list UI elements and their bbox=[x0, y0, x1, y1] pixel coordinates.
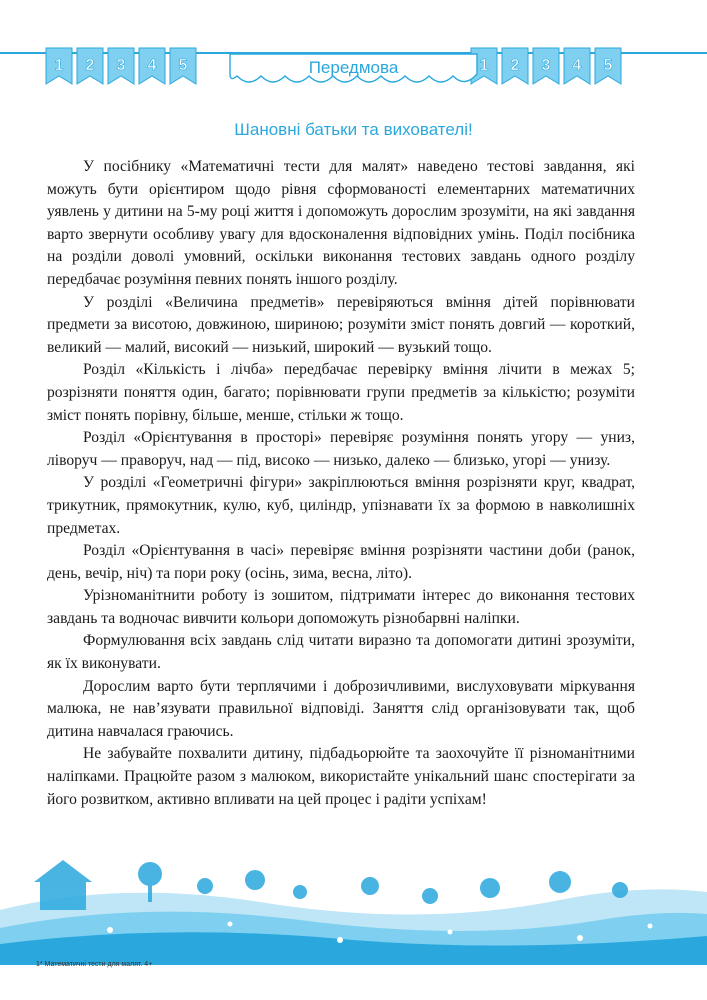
pennant-flag bbox=[532, 46, 560, 86]
paragraph-patience: Дорослим варто бути терплячими і доброзичливими, вислуховувати міркування малюка, не нав’язувати правильної відповіді. Заняття слід організовувати так, щоб дитина навчалася граючись. bbox=[47, 677, 635, 740]
paragraph-praise: Не забувайте похвалити дитину, підбадьорюйте та заохочуйте її різноманітними наліпками. Працюйте разом з малюком, використайте унікальний шанс спостерігати за його розвитком, активно впливати на цей процес і радіти успіхам! bbox=[47, 745, 635, 808]
landscape-illustration bbox=[0, 840, 707, 965]
pennant-flag bbox=[563, 46, 591, 86]
title-banner bbox=[228, 48, 479, 90]
paragraph-size: У розділі «Величина предметів» перевіряються вміння дітей порівнювати предмети за висотою, довжиною, шириною; розуміти зміст понять довгий — короткий, великий — малий, високий — низький, широкий — вузький тощо. bbox=[47, 293, 635, 356]
flag-digit: 1 bbox=[54, 57, 64, 74]
pennant-flag-shape bbox=[107, 46, 135, 86]
pennant-flag-shape bbox=[594, 46, 622, 86]
pennant-flag-shape bbox=[563, 46, 591, 86]
flag-digit: 2 bbox=[85, 57, 95, 74]
paragraph-shapes: У розділі «Геометричні фігури» закріплюються вміння розрізняти круг, квадрат, трикутник, прямокутник, кулю, куб, циліндр, упізнавати їх за формою в навколишніх предметах. bbox=[47, 474, 635, 537]
flag-digit: 3 bbox=[541, 57, 551, 74]
paragraph-counting: Розділ «Кількість і лічба» передбачає перевірку вміння лічити в межах 5; розрізняти поняття один, багато; порівнювати групи предметів за кількістю; розуміти зміст понять порівну, більше, менше, стільки ж тощо. bbox=[47, 361, 635, 424]
flag-digit: 1 bbox=[479, 57, 489, 74]
paragraph-space: Розділ «Орієнтування в просторі» перевіряє розуміння понять угору — униз, ліворуч — праворуч, над — під, високо — низько, далеко — близько, угорі — унизу. bbox=[47, 429, 635, 469]
page-title: Передмова bbox=[308, 58, 399, 77]
pennant-flag bbox=[76, 46, 104, 86]
pennant-flag bbox=[45, 46, 73, 86]
pennant-flag-shape bbox=[76, 46, 104, 86]
pennant-flag bbox=[594, 46, 622, 86]
paragraph-reading: Формулювання всіх завдань слід читати виразно та допомогати дитині зрозуміти, як їх виконувати. bbox=[47, 632, 635, 673]
footer-note: 1* Математичні тести для малят. 4+ bbox=[36, 961, 153, 968]
pennant-flag bbox=[501, 46, 529, 86]
section-heading: Шановні батьки та вихователі! bbox=[234, 120, 473, 139]
flag-digit: 4 bbox=[147, 57, 157, 74]
paragraph-time: Розділ «Орієнтування в часі» перевіряє вміння розрізняти частини доби (ранок, день, вечір, ніч) та пори року (осінь, зима, весна, літо). bbox=[47, 542, 635, 582]
paragraph-intro: У посібнику «Математичні тести для малят» наведено тестові завдання, які можуть бути орієнтиром щодо рівня сформованості елементарних математичних уявлень у дитини на 5-му році життя і допоможуть дорослим зрозуміти, на які завдання варто звернути особливу увагу для вдосконалення відповідних умінь. Поділ посібника на розділи доволі умовний, оскільки виконання тестових завдань одного розділу передбачає розуміння певних понять іншого розділу. bbox=[47, 158, 635, 288]
flag-digit: 4 bbox=[572, 57, 582, 74]
pennant-flag-shape bbox=[532, 46, 560, 86]
preface-body bbox=[47, 156, 635, 811]
pennant-flag-shape bbox=[138, 46, 166, 86]
pennant-flag bbox=[138, 46, 166, 86]
flag-digit: 3 bbox=[116, 57, 126, 74]
pennant-flag bbox=[107, 46, 135, 86]
paragraph-stickers: Урізноманітнити роботу із зошитом, підтримати інтерес до виконання тестових завдань та водночас вивчити кольори допоможуть різнобарвні наліпки. bbox=[47, 587, 635, 627]
flag-garland-right bbox=[470, 46, 622, 86]
flag-digit: 5 bbox=[603, 57, 613, 74]
pennant-flag-shape bbox=[169, 46, 197, 86]
flag-digit: 2 bbox=[510, 57, 520, 74]
pennant-flag bbox=[169, 46, 197, 86]
pennant-flag-shape bbox=[501, 46, 529, 86]
pennant-flag-shape bbox=[45, 46, 73, 86]
flag-digit: 5 bbox=[178, 57, 188, 74]
flag-garland-left bbox=[45, 46, 197, 86]
